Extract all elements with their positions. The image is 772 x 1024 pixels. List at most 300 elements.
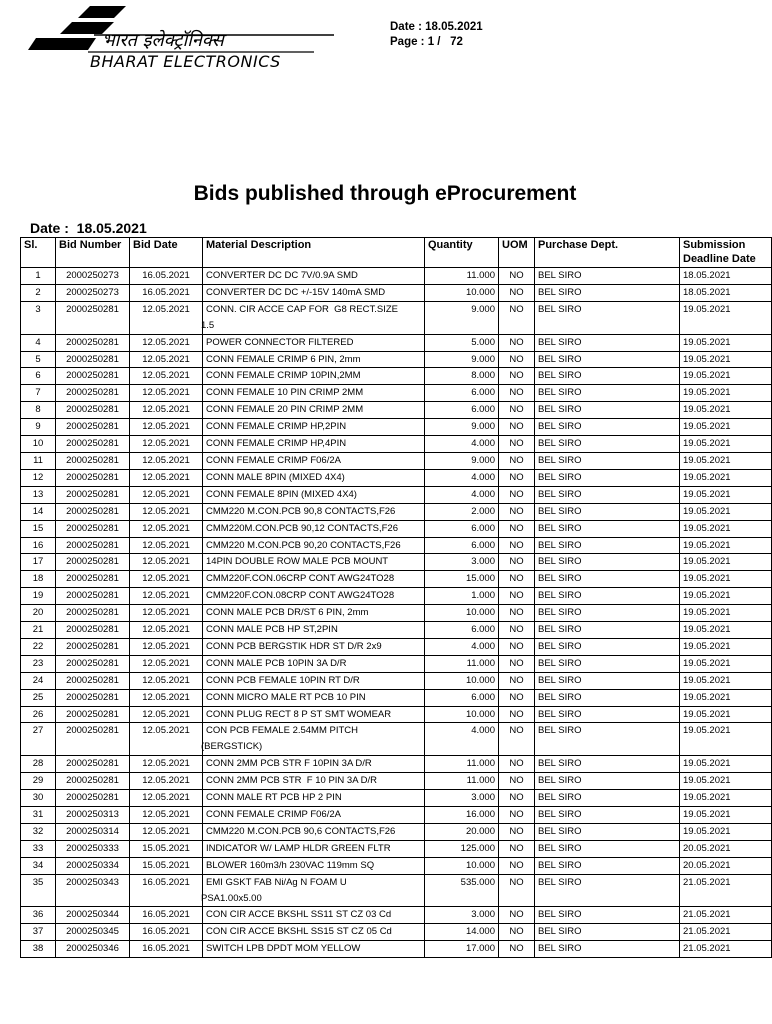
desc-line: CONN MALE PCB DR/ST 6 PIN, 2mm xyxy=(206,607,369,619)
cell-uom: NO xyxy=(499,638,535,655)
cell-purchase-dept: BEL SIRO xyxy=(535,284,680,301)
cell-bid-date: 12.05.2021 xyxy=(130,622,203,639)
cell-purchase-dept: BEL SIRO xyxy=(535,638,680,655)
cell-bid-number: 2000250281 xyxy=(56,605,130,622)
cell-quantity: 9.000 xyxy=(425,301,499,334)
cell-quantity: 11.000 xyxy=(425,268,499,285)
cell-bid-number: 2000250343 xyxy=(56,874,130,907)
cell-quantity: 6.000 xyxy=(425,520,499,537)
cell-purchase-dept: BEL SIRO xyxy=(535,723,680,756)
page-title: Bids published through eProcurement xyxy=(193,182,577,205)
cell-deadline: 19.05.2021 xyxy=(680,823,772,840)
table-row xyxy=(21,756,772,773)
cell-purchase-dept: BEL SIRO xyxy=(535,655,680,672)
table-row xyxy=(21,537,772,554)
cell-deadline: 19.05.2021 xyxy=(680,503,772,520)
cell-bid-number: 2000250281 xyxy=(56,672,130,689)
cell-bid-number: 2000250281 xyxy=(56,773,130,790)
cell-purchase-dept: BEL SIRO xyxy=(535,588,680,605)
table-row xyxy=(21,924,772,941)
report-date: Date : 18.05.2021 xyxy=(30,220,147,236)
cell-material-description xyxy=(203,520,425,537)
cell-bid-date: 12.05.2021 xyxy=(130,823,203,840)
cell-purchase-dept: BEL SIRO xyxy=(535,773,680,790)
cell-deadline: 19.05.2021 xyxy=(680,334,772,351)
cell-purchase-dept: BEL SIRO xyxy=(535,924,680,941)
desc-line: CONN PLUG RECT 8 P ST SMT WOMEAR xyxy=(206,708,392,720)
table-row xyxy=(21,554,772,571)
cell-bid-date: 16.05.2021 xyxy=(130,874,203,907)
cell-bid-number: 2000250345 xyxy=(56,924,130,941)
cell-deadline: 19.05.2021 xyxy=(680,436,772,453)
col-header: Bid Number xyxy=(56,238,130,268)
cell-uom: NO xyxy=(499,537,535,554)
cell-quantity: 16.000 xyxy=(425,807,499,824)
desc-line: EMI GSKT FAB Ni/Ag N FOAM U xyxy=(206,876,347,888)
cell-uom: NO xyxy=(499,520,535,537)
cell-purchase-dept: BEL SIRO xyxy=(535,368,680,385)
col-header: Submission Deadline Date xyxy=(680,238,772,268)
cell-purchase-dept: BEL SIRO xyxy=(535,823,680,840)
cell-material-description xyxy=(203,588,425,605)
cell-bid-date: 12.05.2021 xyxy=(130,520,203,537)
cell-purchase-dept: BEL SIRO xyxy=(535,907,680,924)
table-row xyxy=(21,790,772,807)
cell-bid-date: 12.05.2021 xyxy=(130,301,203,334)
cell-bid-number: 2000250281 xyxy=(56,419,130,436)
cell-sl: 15 xyxy=(21,520,56,537)
cell-uom: NO xyxy=(499,807,535,824)
cell-material-description xyxy=(203,840,425,857)
cell-quantity: 535.000 xyxy=(425,874,499,907)
cell-purchase-dept: BEL SIRO xyxy=(535,486,680,503)
cell-material-description xyxy=(203,486,425,503)
cell-sl: 12 xyxy=(21,469,56,486)
cell-bid-number: 2000250281 xyxy=(56,503,130,520)
cell-deadline: 19.05.2021 xyxy=(680,605,772,622)
cell-material-description xyxy=(203,756,425,773)
cell-sl: 30 xyxy=(21,790,56,807)
cell-sl: 38 xyxy=(21,941,56,958)
cell-purchase-dept: BEL SIRO xyxy=(535,419,680,436)
cell-sl: 31 xyxy=(21,807,56,824)
table-row xyxy=(21,368,772,385)
cell-quantity: 1.000 xyxy=(425,588,499,605)
table-row xyxy=(21,655,772,672)
cell-purchase-dept: BEL SIRO xyxy=(535,301,680,334)
cell-uom: NO xyxy=(499,436,535,453)
cell-quantity: 125.000 xyxy=(425,840,499,857)
cell-bid-date: 15.05.2021 xyxy=(130,857,203,874)
cell-bid-number: 2000250281 xyxy=(56,554,130,571)
cell-purchase-dept: BEL SIRO xyxy=(535,790,680,807)
cell-sl: 37 xyxy=(21,924,56,941)
desc-line: CONN FEMALE 10 PIN CRIMP 2MM xyxy=(206,387,364,399)
cell-uom: NO xyxy=(499,790,535,807)
col-header: Quantity xyxy=(425,238,499,268)
cell-bid-date: 15.05.2021 xyxy=(130,840,203,857)
desc-line: CONN FEMALE CRIMP HP,2PIN xyxy=(206,421,347,433)
cell-uom: NO xyxy=(499,823,535,840)
cell-sl: 22 xyxy=(21,638,56,655)
cell-sl: 9 xyxy=(21,419,56,436)
cell-bid-number: 2000250281 xyxy=(56,486,130,503)
cell-uom: NO xyxy=(499,419,535,436)
cell-material-description xyxy=(203,638,425,655)
cell-uom: NO xyxy=(499,655,535,672)
cell-deadline: 19.05.2021 xyxy=(680,773,772,790)
table-row xyxy=(21,385,772,402)
cell-quantity: 10.000 xyxy=(425,605,499,622)
cell-bid-date: 16.05.2021 xyxy=(130,941,203,958)
desc-line: CON CIR ACCE BKSHL SS11 ST CZ 03 Cd xyxy=(206,909,392,921)
cell-quantity: 11.000 xyxy=(425,773,499,790)
cell-deadline: 19.05.2021 xyxy=(680,672,772,689)
table-row xyxy=(21,840,772,857)
desc-line: CONN PCB FEMALE 10PIN RT D/R xyxy=(206,674,360,686)
cell-deadline: 19.05.2021 xyxy=(680,807,772,824)
table-row xyxy=(21,469,772,486)
desc-line: 14PIN DOUBLE ROW MALE PCB MOUNT xyxy=(206,556,389,568)
cell-material-description xyxy=(203,941,425,958)
cell-uom: NO xyxy=(499,605,535,622)
cell-bid-date: 12.05.2021 xyxy=(130,436,203,453)
desc-line: CONN FEMALE CRIMP HP,4PIN xyxy=(206,438,347,450)
table-row xyxy=(21,622,772,639)
desc-line: CMM220F.CON.08CRP CONT AWG24TO28 xyxy=(206,590,395,602)
cell-quantity: 9.000 xyxy=(425,452,499,469)
cell-sl: 19 xyxy=(21,588,56,605)
cell-material-description xyxy=(203,773,425,790)
cell-bid-number: 2000250281 xyxy=(56,655,130,672)
cell-quantity: 17.000 xyxy=(425,941,499,958)
cell-material-description xyxy=(203,452,425,469)
table-row xyxy=(21,907,772,924)
cell-deadline: 19.05.2021 xyxy=(680,723,772,756)
desc-line: CMM220M.CON.PCB 90,12 CONTACTS,F26 xyxy=(206,522,398,534)
table-row xyxy=(21,941,772,958)
desc-line: CONVERTER DC DC 7V/0.9A SMD xyxy=(206,270,358,281)
cell-material-description xyxy=(203,385,425,402)
cell-uom: NO xyxy=(499,588,535,605)
cell-uom: NO xyxy=(499,368,535,385)
cell-material-description xyxy=(203,924,425,941)
cell-sl: 25 xyxy=(21,689,56,706)
cell-material-description xyxy=(203,554,425,571)
desc-line: CONN FEMALE 8PIN (MIXED 4X4) xyxy=(206,488,357,500)
cell-material-description xyxy=(203,402,425,419)
cell-deadline: 19.05.2021 xyxy=(680,351,772,368)
table-row xyxy=(21,706,772,723)
cell-purchase-dept: BEL SIRO xyxy=(535,605,680,622)
cell-material-description xyxy=(203,790,425,807)
cell-deadline: 19.05.2021 xyxy=(680,419,772,436)
cell-sl: 10 xyxy=(21,436,56,453)
cell-uom: NO xyxy=(499,469,535,486)
cell-bid-number: 2000250281 xyxy=(56,689,130,706)
cell-uom: NO xyxy=(499,301,535,334)
cell-uom: NO xyxy=(499,334,535,351)
cell-uom: NO xyxy=(499,874,535,907)
cell-sl: 32 xyxy=(21,823,56,840)
cell-material-description xyxy=(203,436,425,453)
desc-line: BLOWER 160m3/h 230VAC 119mm SQ xyxy=(206,859,375,871)
cell-bid-date: 12.05.2021 xyxy=(130,554,203,571)
desc-line: CMM220 M.CON.PCB 90,8 CONTACTS,F26 xyxy=(206,505,396,517)
cell-bid-number: 2000250281 xyxy=(56,588,130,605)
cell-deadline: 20.05.2021 xyxy=(680,857,772,874)
cell-purchase-dept: BEL SIRO xyxy=(535,469,680,486)
cell-sl: 1 xyxy=(21,268,56,285)
table-row xyxy=(21,689,772,706)
cell-purchase-dept: BEL SIRO xyxy=(535,385,680,402)
cell-sl: 11 xyxy=(21,452,56,469)
cell-deadline: 19.05.2021 xyxy=(680,402,772,419)
cell-material-description xyxy=(203,503,425,520)
desc-line: CONN 2MM PCB STR F 10PIN 3A D/R xyxy=(206,758,372,770)
cell-uom: NO xyxy=(499,622,535,639)
cell-uom: NO xyxy=(499,571,535,588)
cell-sl: 16 xyxy=(21,537,56,554)
table-row xyxy=(21,334,772,351)
cell-material-description xyxy=(203,907,425,924)
desc-line: INDICATOR W/ LAMP HLDR GREEN FLTR xyxy=(206,842,391,854)
cell-bid-number: 2000250281 xyxy=(56,706,130,723)
desc-line: CON PCB FEMALE 2.54MM PITCH xyxy=(206,725,359,737)
cell-material-description xyxy=(203,823,425,840)
cell-bid-date: 12.05.2021 xyxy=(130,537,203,554)
cell-uom: NO xyxy=(499,924,535,941)
cell-sl: 26 xyxy=(21,706,56,723)
cell-uom: NO xyxy=(499,689,535,706)
cell-sl: 20 xyxy=(21,605,56,622)
cell-quantity: 11.000 xyxy=(425,756,499,773)
cell-sl: 4 xyxy=(21,334,56,351)
desc-line: CONN. CIR ACCE CAP FOR G8 RECT.SIZE xyxy=(206,303,398,315)
desc-continuation: 1.5 xyxy=(201,319,215,331)
cell-material-description xyxy=(203,605,425,622)
cell-quantity: 15.000 xyxy=(425,571,499,588)
cell-material-description xyxy=(203,469,425,486)
cell-quantity: 6.000 xyxy=(425,689,499,706)
cell-purchase-dept: BEL SIRO xyxy=(535,436,680,453)
cell-deadline: 19.05.2021 xyxy=(680,301,772,334)
cell-deadline: 19.05.2021 xyxy=(680,706,772,723)
cell-purchase-dept: BEL SIRO xyxy=(535,268,680,285)
cell-uom: NO xyxy=(499,486,535,503)
cell-sl: 5 xyxy=(21,351,56,368)
desc-line: SWITCH LPB DPDT MOM YELLOW xyxy=(206,943,361,955)
desc-line: CMM220 M.CON.PCB 90,6 CONTACTS,F26 xyxy=(206,825,396,837)
cell-material-description xyxy=(203,874,425,907)
cell-material-description xyxy=(203,301,425,334)
cell-bid-number: 2000250334 xyxy=(56,857,130,874)
col-header: Material Description xyxy=(203,238,425,268)
cell-purchase-dept: BEL SIRO xyxy=(535,807,680,824)
desc-line: CONN MALE RT PCB HP 2 PIN xyxy=(206,792,342,804)
cell-bid-date: 12.05.2021 xyxy=(130,672,203,689)
cell-quantity: 4.000 xyxy=(425,469,499,486)
cell-quantity: 4.000 xyxy=(425,436,499,453)
table-header-row xyxy=(21,238,772,268)
cell-quantity: 14.000 xyxy=(425,924,499,941)
cell-material-description xyxy=(203,857,425,874)
cell-deadline: 21.05.2021 xyxy=(680,924,772,941)
cell-bid-date: 12.05.2021 xyxy=(130,655,203,672)
desc-line: CONN FEMALE CRIMP F06/2A xyxy=(206,454,341,466)
cell-bid-date: 12.05.2021 xyxy=(130,605,203,622)
cell-material-description xyxy=(203,689,425,706)
cell-deadline: 19.05.2021 xyxy=(680,537,772,554)
cell-deadline: 19.05.2021 xyxy=(680,638,772,655)
cell-quantity: 4.000 xyxy=(425,723,499,756)
cell-bid-date: 12.05.2021 xyxy=(130,706,203,723)
cell-material-description xyxy=(203,368,425,385)
cell-material-description xyxy=(203,419,425,436)
table-row xyxy=(21,268,772,285)
cell-bid-number: 2000250281 xyxy=(56,790,130,807)
desc-continuation: (BERGSTICK) xyxy=(201,741,263,753)
table-row xyxy=(21,605,772,622)
cell-quantity: 6.000 xyxy=(425,402,499,419)
cell-bid-number: 2000250281 xyxy=(56,638,130,655)
cell-deadline: 21.05.2021 xyxy=(680,907,772,924)
desc-continuation: PSA1.00x5.00 xyxy=(201,892,262,904)
cell-bid-number: 2000250281 xyxy=(56,402,130,419)
table-row xyxy=(21,520,772,537)
table-row xyxy=(21,301,772,334)
col-header: Sl. xyxy=(21,238,56,268)
cell-bid-date: 16.05.2021 xyxy=(130,924,203,941)
cell-deadline: 19.05.2021 xyxy=(680,588,772,605)
cell-deadline: 19.05.2021 xyxy=(680,486,772,503)
cell-bid-number: 2000250281 xyxy=(56,622,130,639)
cell-bid-number: 2000250281 xyxy=(56,571,130,588)
cell-uom: NO xyxy=(499,756,535,773)
cell-bid-date: 12.05.2021 xyxy=(130,368,203,385)
table-row xyxy=(21,807,772,824)
cell-bid-number: 2000250333 xyxy=(56,840,130,857)
cell-deadline: 19.05.2021 xyxy=(680,385,772,402)
cell-purchase-dept: BEL SIRO xyxy=(535,334,680,351)
cell-purchase-dept: BEL SIRO xyxy=(535,520,680,537)
cell-quantity: 9.000 xyxy=(425,419,499,436)
bids-table xyxy=(20,237,772,958)
cell-purchase-dept: BEL SIRO xyxy=(535,689,680,706)
table-row xyxy=(21,638,772,655)
cell-deadline: 19.05.2021 xyxy=(680,622,772,639)
cell-deadline: 18.05.2021 xyxy=(680,284,772,301)
cell-uom: NO xyxy=(499,503,535,520)
cell-material-description xyxy=(203,334,425,351)
cell-bid-date: 12.05.2021 xyxy=(130,334,203,351)
cell-deadline: 19.05.2021 xyxy=(680,452,772,469)
desc-line: CONVERTER DC DC +/-15V 140mA SMD xyxy=(206,286,386,298)
cell-bid-date: 12.05.2021 xyxy=(130,452,203,469)
table-row xyxy=(21,402,772,419)
cell-quantity: 10.000 xyxy=(425,706,499,723)
cell-quantity: 20.000 xyxy=(425,823,499,840)
cell-sl: 29 xyxy=(21,773,56,790)
cell-bid-number: 2000250281 xyxy=(56,436,130,453)
cell-bid-date: 16.05.2021 xyxy=(130,284,203,301)
cell-bid-date: 12.05.2021 xyxy=(130,807,203,824)
header-date: Date : 18.05.2021 xyxy=(390,21,483,33)
cell-uom: NO xyxy=(499,284,535,301)
cell-purchase-dept: BEL SIRO xyxy=(535,672,680,689)
cell-sl: 24 xyxy=(21,672,56,689)
table-row xyxy=(21,571,772,588)
cell-sl: 14 xyxy=(21,503,56,520)
cell-uom: NO xyxy=(499,773,535,790)
desc-line: CONN MALE 8PIN (MIXED 4X4) xyxy=(206,471,345,483)
table-row xyxy=(21,351,772,368)
table-row xyxy=(21,436,772,453)
cell-bid-number: 2000250281 xyxy=(56,351,130,368)
cell-uom: NO xyxy=(499,385,535,402)
cell-sl: 23 xyxy=(21,655,56,672)
cell-deadline: 19.05.2021 xyxy=(680,469,772,486)
cell-sl: 6 xyxy=(21,368,56,385)
table-row xyxy=(21,486,772,503)
table-row xyxy=(21,823,772,840)
cell-bid-date: 12.05.2021 xyxy=(130,402,203,419)
col-header: Bid Date xyxy=(130,238,203,268)
table-row xyxy=(21,857,772,874)
table-row xyxy=(21,452,772,469)
desc-line: CONN FEMALE CRIMP F06/2A xyxy=(206,809,341,820)
cell-purchase-dept: BEL SIRO xyxy=(535,537,680,554)
cell-bid-date: 12.05.2021 xyxy=(130,469,203,486)
header-meta xyxy=(390,20,483,50)
cell-material-description xyxy=(203,672,425,689)
cell-uom: NO xyxy=(499,452,535,469)
cell-deadline: 21.05.2021 xyxy=(680,941,772,958)
cell-deadline: 19.05.2021 xyxy=(680,520,772,537)
cell-uom: NO xyxy=(499,840,535,857)
cell-sl: 7 xyxy=(21,385,56,402)
cell-quantity: 2.000 xyxy=(425,503,499,520)
cell-bid-date: 16.05.2021 xyxy=(130,268,203,285)
cell-bid-number: 2000250273 xyxy=(56,284,130,301)
cell-material-description xyxy=(203,537,425,554)
cell-sl: 34 xyxy=(21,857,56,874)
cell-uom: NO xyxy=(499,907,535,924)
cell-material-description xyxy=(203,571,425,588)
cell-quantity: 8.000 xyxy=(425,368,499,385)
cell-quantity: 3.000 xyxy=(425,907,499,924)
desc-line: CONN MALE PCB 10PIN 3A D/R xyxy=(206,657,347,669)
cell-deadline: 19.05.2021 xyxy=(680,368,772,385)
desc-line: CONN FEMALE 20 PIN CRIMP 2MM xyxy=(206,404,364,416)
cell-uom: NO xyxy=(499,268,535,285)
cell-bid-number: 2000250281 xyxy=(56,537,130,554)
desc-line: POWER CONNECTOR FILTERED xyxy=(206,336,354,348)
cell-purchase-dept: BEL SIRO xyxy=(535,351,680,368)
desc-line: CONN 2MM PCB STR F 10 PIN 3A D/R xyxy=(206,775,378,787)
cell-purchase-dept: BEL SIRO xyxy=(535,756,680,773)
cell-quantity: 10.000 xyxy=(425,857,499,874)
cell-deadline: 18.05.2021 xyxy=(680,268,772,285)
cell-uom: NO xyxy=(499,554,535,571)
cell-material-description xyxy=(203,807,425,824)
cell-quantity: 4.000 xyxy=(425,486,499,503)
cell-bid-date: 12.05.2021 xyxy=(130,503,203,520)
desc-line: CON CIR ACCE BKSHL SS15 ST CZ 05 Cd xyxy=(206,926,392,938)
cell-sl: 17 xyxy=(21,554,56,571)
cell-bid-number: 2000250281 xyxy=(56,756,130,773)
desc-line: CONN FEMALE CRIMP 10PIN,2MM xyxy=(206,370,361,382)
